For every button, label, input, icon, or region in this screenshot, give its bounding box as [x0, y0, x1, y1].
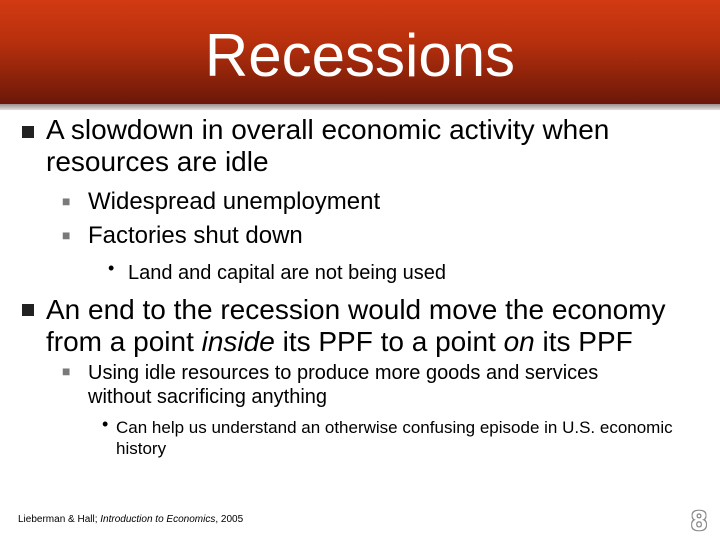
- bullet-2-sub-1-sub-1-text: Can help us understand an otherwise confusing episode in U.S. economic history: [116, 418, 673, 458]
- bullet-2-sub-1-text: Using idle resources to produce more goods and services without sacrificing anything: [88, 362, 599, 408]
- slide-title: Recessions: [204, 22, 516, 89]
- dot-bullet-icon: •: [108, 258, 115, 278]
- bullet-square-icon: [22, 304, 34, 316]
- dot-bullet-icon: •: [102, 414, 109, 434]
- bullet-1-text: A slowdown in overall economic activity when resources are idle: [46, 114, 610, 177]
- sub-bullet-square-icon: ■: [62, 193, 71, 209]
- page-number: 8: [691, 505, 707, 536]
- bullet-1-sub-1-text: Widespread unemployment: [88, 188, 381, 215]
- bullet-1-sub-2-text: Factories shut down: [88, 222, 303, 249]
- sub-bullet-square-icon: ■: [62, 227, 71, 243]
- footer-citation: Lieberman & Hall; Introduction to Economics, 2005: [18, 514, 244, 525]
- bullet-square-icon: [22, 126, 34, 138]
- sub-bullet-square-icon: ■: [62, 363, 71, 379]
- bullet-2-text: An end to the recession would move the economy from a point inside its PPF to a point on its PPF: [46, 294, 666, 357]
- bullet-1-sub-2-sub-1-text: Land and capital are not being used: [128, 262, 447, 284]
- title-shadow: [0, 104, 720, 110]
